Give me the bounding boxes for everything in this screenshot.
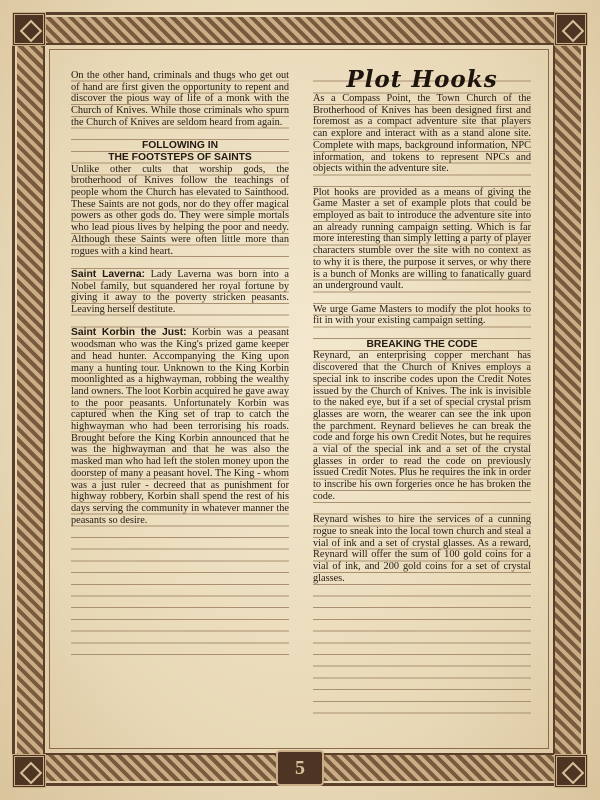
plot-hooks-paragraph-1: As a Compass Point, the Town Church of the Brotherhood of Knives has been designed first and foremost as a compact adventure site that players can explore and interact with as a stand alone site. Complete with maps, background information, NPC information, and tokens to represent NPCs and objects within the adventure site. xyxy=(313,93,531,175)
plot-hooks-paragraph-3: We urge Game Masters to modify the plot hooks to fit in with your existing campaign setting. xyxy=(313,303,531,327)
left-column xyxy=(71,70,289,656)
saint-laverna-name: Saint Laverna: xyxy=(71,268,145,280)
plot-hooks-title: Plot Hooks xyxy=(346,66,498,93)
breaking-code-paragraph-2: Reynard wishes to hire the services of a cunning rogue to sneak into the local town church and steal a vial of ink and a set of crystal glasses. As a reward, Reynard will offer the sum of 100 gold coins for a vial of ink, and 200 gold coins for a set of crystal glasses. xyxy=(313,514,531,584)
saint-laverna-text: Lady Laverna was born into a Nobel family, but squandered her royal fortune by giving it away to the poverty stricken peasants. Leaving herself destitute. xyxy=(71,268,289,316)
page-number: 5 xyxy=(295,756,305,779)
frame-corner-top-left xyxy=(12,12,46,46)
saint-korbin-text: Korbin was a peasant woodsman who was the King's prized game keeper and head hunter. Accompanying the King upon many a hunting tour. Unknown to the King Korbin moonlighted as a highwayman, robbing the wealthy land owners. The loot Korbin acquired he gave away to the poor peasants. Unfortunately Korbin was captured when the King set of trap to catch the highwayman who had been terrorising his roads. Brought before the King Korbin announced that he was the highwayman and that he was also the masked man who had left the stolen money upon the doorstep of many a peasant hovel. The King - whom was a just ruler - decreed that as punishment for highway robbery, Korbin shall spend the rest of his days serving the community in whatever manner the peasants so desire. xyxy=(71,327,289,526)
saint-laverna-paragraph xyxy=(71,269,289,316)
intro-paragraph: On the other hand, criminals and thugs who get out of hand are first given the opportunity to repent and discover the pious way of life of a monk with the Church of Knives. While those criminals who spurn the Church of Knives are seldom heard from again. xyxy=(71,70,289,128)
section-heading-saints-line2: THE FOOTSTEPS OF SAINTS xyxy=(108,151,252,163)
frame-corner-top-right xyxy=(554,12,588,46)
ruled-lines-filler xyxy=(71,526,289,656)
page-number-plaque xyxy=(276,750,324,786)
frame-corner-bottom-right xyxy=(554,754,588,788)
right-column xyxy=(313,66,531,714)
frame-corner-bottom-left xyxy=(12,754,46,788)
saints-paragraph: Unlike other cults that worship gods, the brotherhood of Knives follow the teachings of people whom the Church has elevated to Sainthood. These Saints are not gods, nor do they offer magical powers as other gods do. They were simple mortals who lead pious lives by helping the poor and needy. Although these Saints were often little more than rogues with a kind heart. xyxy=(71,163,289,257)
breaking-code-paragraph-1: Reynard, an enterprising copper merchant has discovered that the Church of Knives employs a special ink to inscribe codes upon the Credit Notes issued by the Church of Knives. The ink is invisible to the naked eye, but if a set of special crystal prism glasses are worn, the wearer can see the ink upon the parchment. Reynard believes he can break the code and forge his own Credit Notes, but he requires a vial of the special ink and a set of the crystal glasses in order to read the code on previously issued Credit Notes. Plus he requires the ink in order to inscribe his own forgeries once he has broken the code. xyxy=(313,350,531,502)
saint-korbin-paragraph xyxy=(71,327,289,526)
section-heading-breaking-the-code: BREAKING THE CODE xyxy=(366,338,478,350)
section-heading-saints-line1: FOLLOWING IN xyxy=(141,140,219,152)
plot-hooks-paragraph-2: Plot hooks are provided as a means of giving the Game Master a set of example plots that could be employed as bait to introduce the adventure site into an already running campaign setting. Which is far more interesting than simply letting a party of player characters stumble over the site with no context as to why it is there, the purpose it serves, or why there is a bunch of Monks are willing to fanatically guard an underground vault. xyxy=(313,186,531,292)
ruled-lines-filler xyxy=(313,584,531,714)
saint-korbin-name: Saint Korbin the Just: xyxy=(71,327,187,339)
